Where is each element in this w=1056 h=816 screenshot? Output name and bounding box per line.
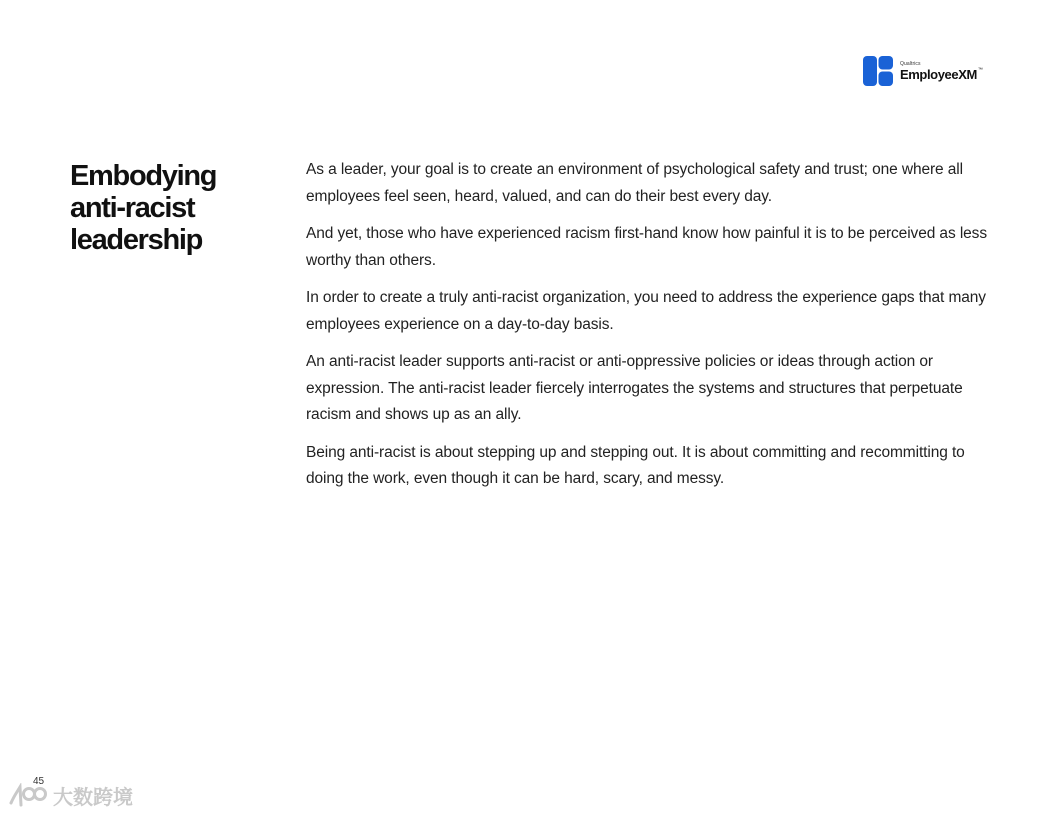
logo-brand-text: EmployeeXM xyxy=(900,66,977,82)
watermark-logo-icon xyxy=(8,783,48,809)
trademark-symbol: ™ xyxy=(977,66,983,73)
paragraph-1: As a leader, your goal is to create an environment of psychological safety and trust; one where all employees feel seen, heard, valued, and can do their best every day. xyxy=(306,161,963,205)
body-text xyxy=(306,157,1006,504)
title-line-1: Embodying xyxy=(70,160,217,192)
watermark xyxy=(8,781,133,810)
paragraph-2: And yet, those who have experienced racism first-hand know how painful it is to be perceived as less worthy than others. xyxy=(306,225,987,269)
title-line-2: anti-racist xyxy=(70,192,195,224)
page-title xyxy=(70,160,270,256)
logo-company-name: Qualtrics xyxy=(900,60,921,67)
qualtrics-logo-icon xyxy=(863,56,893,86)
title-line-3: leadership xyxy=(70,224,203,256)
paragraph-3: In order to create a truly anti-racist organization, you need to address the experience gaps that many employees experience on a day-to-day basis. xyxy=(306,289,986,333)
watermark-text: 大数跨境 xyxy=(53,787,133,809)
logo-product-name xyxy=(900,68,983,81)
paragraph-4: An anti-racist leader supports anti-racist or anti-oppressive policies or ideas through action or expression. The anti-racist leader fiercely interrogates the systems and structures that perpetuate racism and shows up as an ally. xyxy=(306,353,963,423)
paragraph-5: Being anti-racist is about stepping up and stepping out. It is about committing and recommitting to doing the work, even though it can be hard, scary, and messy. xyxy=(306,443,965,487)
page-number: 45 xyxy=(33,776,45,787)
qualtrics-employeexm-logo xyxy=(863,56,983,86)
